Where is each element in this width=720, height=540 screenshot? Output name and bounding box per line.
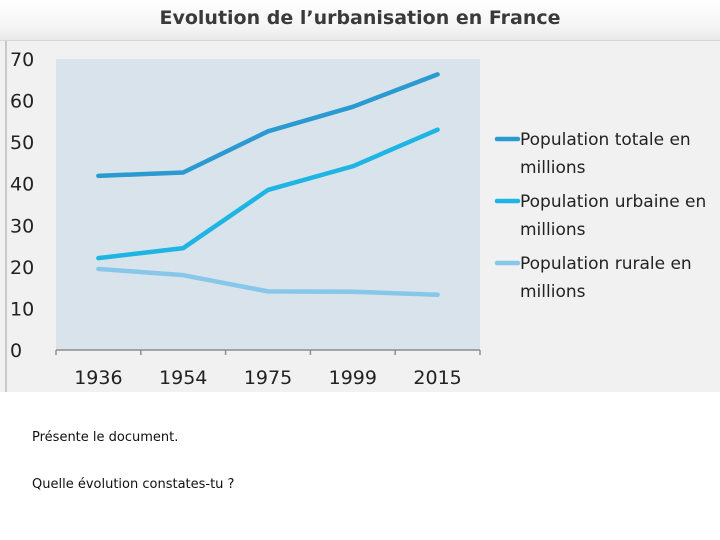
legend-label: Population urbaine en millions [520,192,707,240]
y-tick-label: 70 [10,49,35,71]
y-tick-label: 60 [10,90,35,113]
legend-label: Population totale en millions [520,130,691,178]
plot-area [56,59,480,350]
panel-left-edge [5,41,7,392]
y-tick-label: 10 [10,298,35,321]
x-tick-label: 1975 [243,367,293,389]
y-tick-label: 20 [10,256,35,279]
chart-panel [0,41,720,392]
line-chart [0,41,720,392]
legend-label: Population rurale en millions [520,254,692,302]
y-tick-label: 30 [10,215,35,238]
plot-layer [5,41,480,392]
chart-title: Evolution de l’urbanisation en France [159,7,561,29]
legend [497,130,706,302]
x-tick-label: 2015 [413,367,462,389]
title-band [0,0,720,41]
y-tick-label: 50 [10,132,35,155]
x-tick-label: 1954 [159,367,208,389]
x-tick-label: 1936 [74,367,123,389]
y-tick-label: 40 [10,173,35,196]
question-evolution: Quelle évolution constates-tu ? [32,477,235,492]
question-present-document: Présente le document. [32,430,179,445]
y-tick-label: 0 [10,340,23,362]
x-tick-label: 1999 [328,367,377,389]
